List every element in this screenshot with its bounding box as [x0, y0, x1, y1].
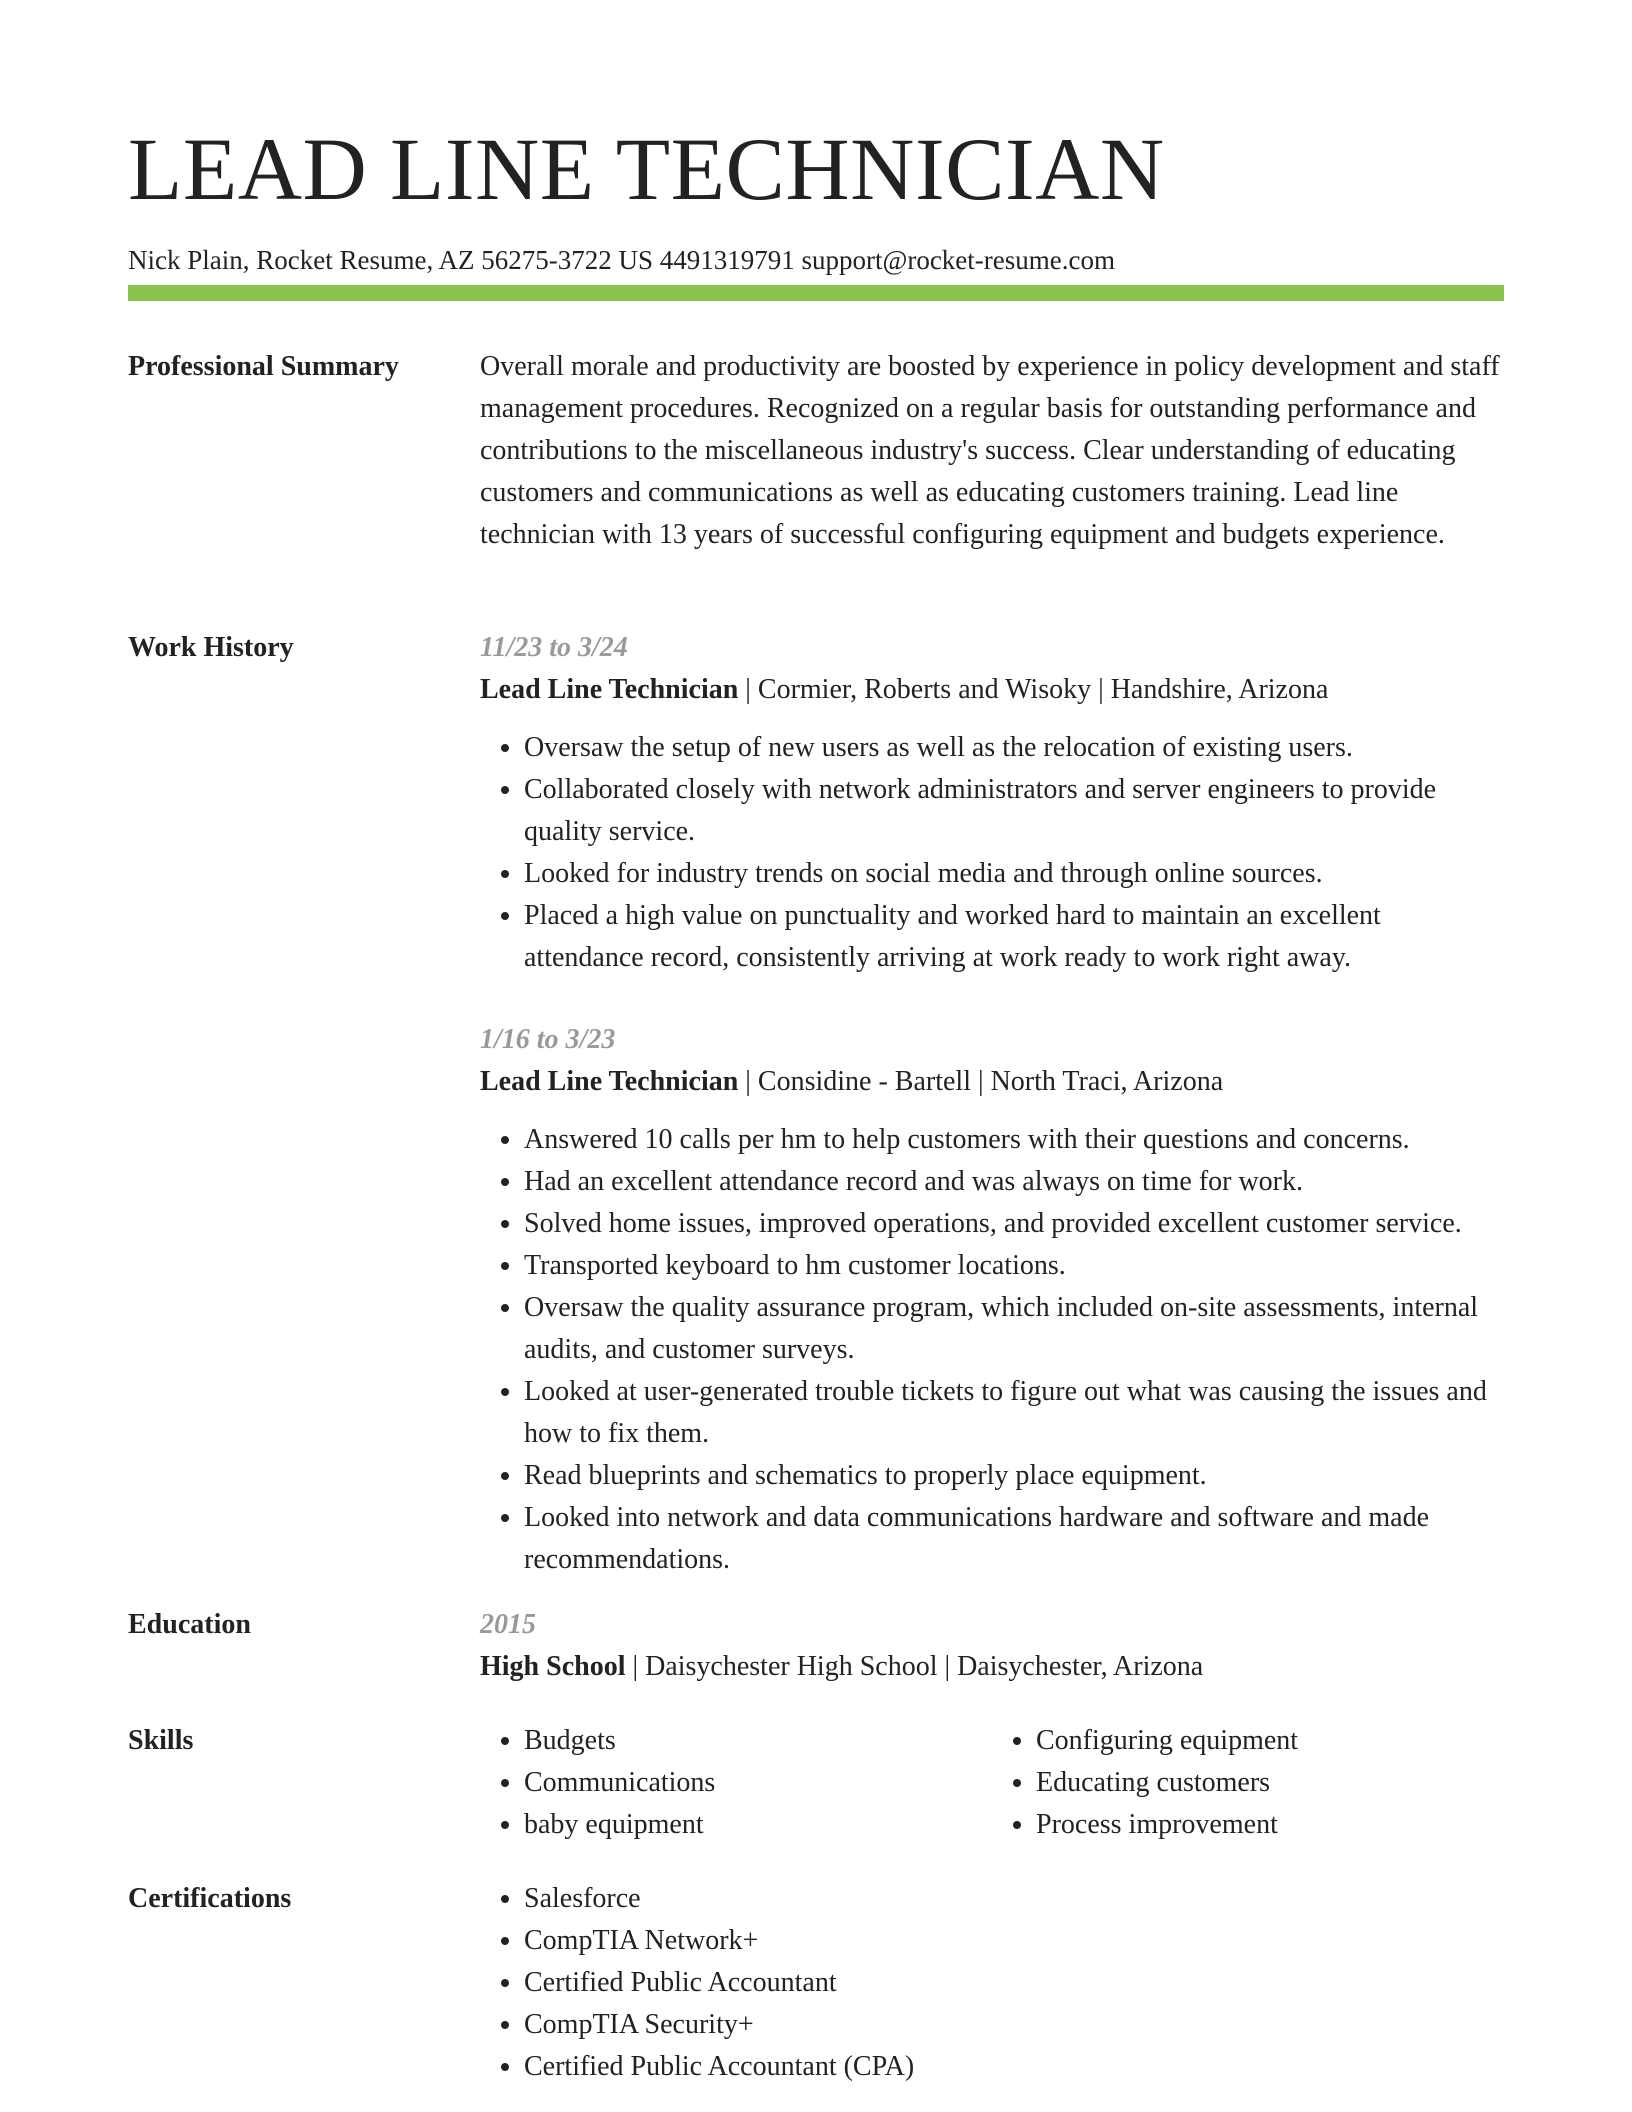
certifications-list [480, 1878, 1504, 2088]
certification-item: • Certified Public Accountant [524, 1962, 1504, 2004]
contact-line: Nick Plain, Rocket Resume, AZ 56275-3722 US 4491319791 support@rocket-resume.com [128, 245, 1115, 275]
resume-header [128, 118, 1504, 280]
job-dates: 11/23 to 3/24 [480, 632, 628, 663]
education-heading [480, 1646, 1504, 1688]
job-bullet: • Oversaw the setup of new users as well as the relocation of existing users. [524, 727, 1504, 769]
certification-item: • CompTIA Network+ [524, 1920, 1504, 1962]
certification-item: • Certified Public Accountant (CPA) [524, 2046, 1504, 2088]
skill-item: • Budgets [524, 1720, 992, 1762]
section-label-education: Education [128, 1609, 251, 1640]
skill-item: • baby equipment [524, 1804, 992, 1846]
job-entry [480, 1019, 1504, 1581]
job-details: | Considine - Bartell | North Traci, Arizona [738, 1066, 1224, 1097]
education-details: | Daisychester High School | Daisychester, Arizona [625, 1651, 1204, 1682]
job-bullet: • Had an excellent attendance record and was always on time for work. [524, 1161, 1504, 1203]
job-bullet: • Answered 10 calls per hm to help customers with their questions and concerns. [524, 1119, 1504, 1161]
job-bullet: • Looked into network and data communications hardware and software and made recommendations. [524, 1497, 1504, 1581]
job-heading [480, 669, 1504, 711]
section-label-certifications: Certifications [128, 1883, 292, 1914]
education-year: 2015 [480, 1609, 536, 1640]
job-bullet: • Looked for industry trends on social media and through online sources. [524, 853, 1504, 895]
summary-section [128, 346, 1504, 556]
summary-text: Overall morale and productivity are boosted by experience in policy development and staff management procedures. Recognized on a regular basis for outstanding performance and contributions to the miscellaneous industry's success. Clear understanding of educating customers and communications as well as educating customers training. Lead line technician with 13 years of successful configuring equipment and budgets experience. [480, 351, 1500, 550]
certification-item: • Salesforce [524, 1878, 1504, 1920]
job-bullets [480, 1119, 1504, 1581]
section-label-skills: Skills [128, 1725, 194, 1756]
job-bullet: • Looked at user-generated trouble tickets to figure out what was causing the issues and how to fix them. [524, 1371, 1504, 1455]
certifications-section [128, 1878, 1504, 2088]
job-bullet: • Placed a high value on punctuality and worked hard to maintain an excellent attendance record, consistently arriving at work ready to work right away. [524, 895, 1504, 979]
skill-item: • Configuring equipment [1036, 1720, 1504, 1762]
job-bullet: • Oversaw the quality assurance program, which included on-site assessments, internal audits, and customer surveys. [524, 1287, 1504, 1371]
job-bullets [480, 727, 1504, 979]
accent-divider [128, 285, 1504, 301]
skill-item: • Communications [524, 1762, 992, 1804]
work-history-section [128, 627, 1504, 1581]
job-dates: 1/16 to 3/23 [480, 1024, 616, 1055]
skill-item: • Process improvement [1036, 1804, 1504, 1846]
job-title: Lead Line Technician [480, 1066, 739, 1097]
education-section [128, 1604, 1504, 1688]
job-bullet: • Collaborated closely with network administrators and server engineers to provide quality service. [524, 769, 1504, 853]
skill-item: • Educating customers [1036, 1762, 1504, 1804]
job-bullet: • Transported keyboard to hm customer locations. [524, 1245, 1504, 1287]
job-entry [480, 627, 1504, 979]
certification-item: • CompTIA Security+ [524, 2004, 1504, 2046]
job-heading [480, 1061, 1504, 1103]
skills-section [128, 1720, 1504, 1846]
job-details: | Cormier, Roberts and Wisoky | Handshire, Arizona [738, 674, 1329, 705]
job-title: Lead Line Technician [480, 674, 739, 705]
section-label-work-history: Work History [128, 632, 294, 663]
section-label-summary: Professional Summary [128, 351, 399, 382]
skills-column [992, 1720, 1504, 1846]
job-bullet: • Read blueprints and schematics to properly place equipment. [524, 1455, 1504, 1497]
education-degree: High School [480, 1651, 626, 1682]
resume-title: LEAD LINE TECHNICIAN [128, 121, 1165, 219]
job-bullet: • Solved home issues, improved operations, and provided excellent customer service. [524, 1203, 1504, 1245]
skills-column [480, 1720, 992, 1846]
